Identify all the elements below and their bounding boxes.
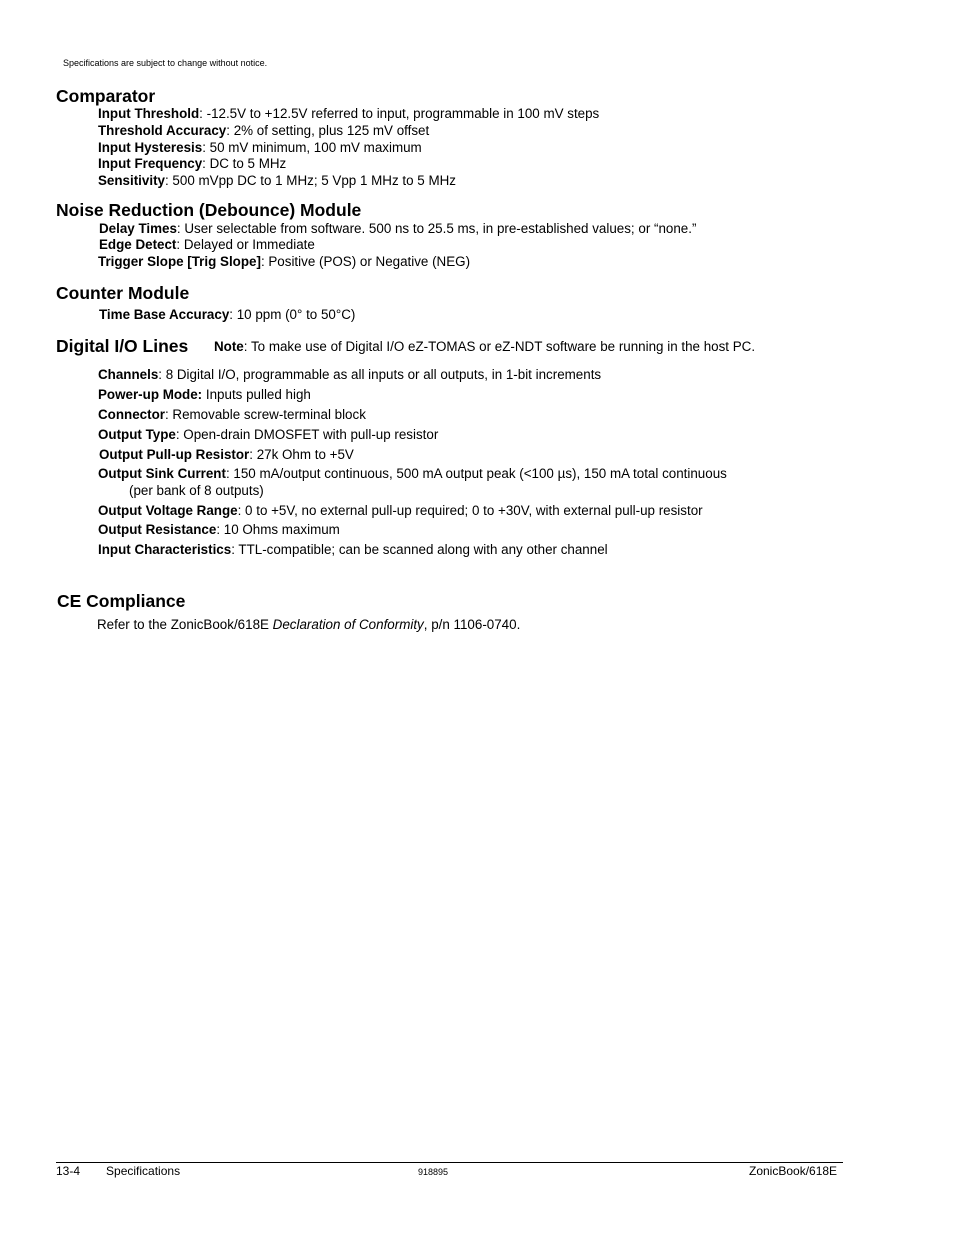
doc-number: 918895 (418, 1167, 449, 1177)
spec-input-hysteresis: Input Hysteresis: 50 mV minimum, 100 mV maximum (98, 140, 422, 155)
spec-output-sink-current: Output Sink Current: 150 mA/output continuous, 500 mA output peak (<100 µs), 150 mA total continuous (98, 466, 727, 481)
digital-io-heading: Digital I/O Lines (56, 336, 189, 356)
spec-delay-times: Delay Times: User selectable from software. 500 ns to 25.5 ms, in pre-established values; or “none.” (99, 221, 697, 236)
spec-output-sink-current-continuation: (per bank of 8 outputs) (129, 483, 264, 498)
spec-output-type: Output Type: Open-drain DMOSFET with pull-up resistor (98, 427, 439, 442)
spec-channels: Channels: 8 Digital I/O, programmable as all inputs or all outputs, in 1-bit increments (98, 367, 602, 382)
spec-input-characteristics: Input Characteristics: TTL-compatible; can be scanned along with any other channel (98, 542, 608, 557)
counter-module-heading: Counter Module (56, 283, 190, 303)
product-name: ZonicBook/618E (749, 1164, 838, 1178)
spec-input-threshold: Input Threshold: -12.5V to +12.5V referred to input, programmable in 100 mV steps (98, 106, 600, 121)
spec-connector: Connector: Removable screw-terminal block (98, 407, 366, 422)
declaration-of-conformity-link-text: Declaration of Conformity (272, 617, 424, 632)
spec-threshold-accuracy: Threshold Accuracy: 2% of setting, plus 125 mV offset (98, 123, 430, 138)
ce-compliance-text: Refer to the ZonicBook/618E Declaration of Conformity, p/n 1106-0740. (97, 617, 521, 632)
change-notice: Specifications are subject to change without notice. (63, 58, 268, 68)
footer-left (56, 1164, 180, 1178)
digital-io-note: Note: To make use of Digital I/O eZ-TOMAS or eZ-NDT software be running in the host PC. (214, 339, 756, 354)
spec-output-resistance: Output Resistance: 10 Ohms maximum (98, 522, 340, 537)
spec-output-pullup-resistor: Output Pull-up Resistor: 27k Ohm to +5V (99, 447, 354, 462)
spec-input-frequency: Input Frequency: DC to 5 MHz (98, 156, 287, 171)
spec-trigger-slope: Trigger Slope [Trig Slope]: Positive (POS) or Negative (NEG) (98, 254, 471, 269)
footer-divider (56, 1162, 843, 1163)
ce-compliance-heading: CE Compliance (57, 591, 186, 611)
spec-edge-detect: Edge Detect: Delayed or Immediate (99, 237, 315, 252)
comparator-heading: Comparator (56, 86, 156, 106)
noise-reduction-heading: Noise Reduction (Debounce) Module (56, 200, 362, 220)
footer-section: Specifications (106, 1164, 181, 1178)
spec-sensitivity: Sensitivity: 500 mVpp DC to 1 MHz; 5 Vpp 1 MHz to 5 MHz (98, 173, 456, 188)
spec-power-up-mode: Power-up Mode: Inputs pulled high (98, 387, 311, 402)
spec-output-voltage-range: Output Voltage Range: 0 to +5V, no external pull-up required; 0 to +30V, with external pull-up resistor (98, 503, 703, 518)
page-number: 13-4 (56, 1164, 81, 1178)
spec-time-base-accuracy: Time Base Accuracy: 10 ppm (0° to 50°C) (99, 307, 356, 322)
